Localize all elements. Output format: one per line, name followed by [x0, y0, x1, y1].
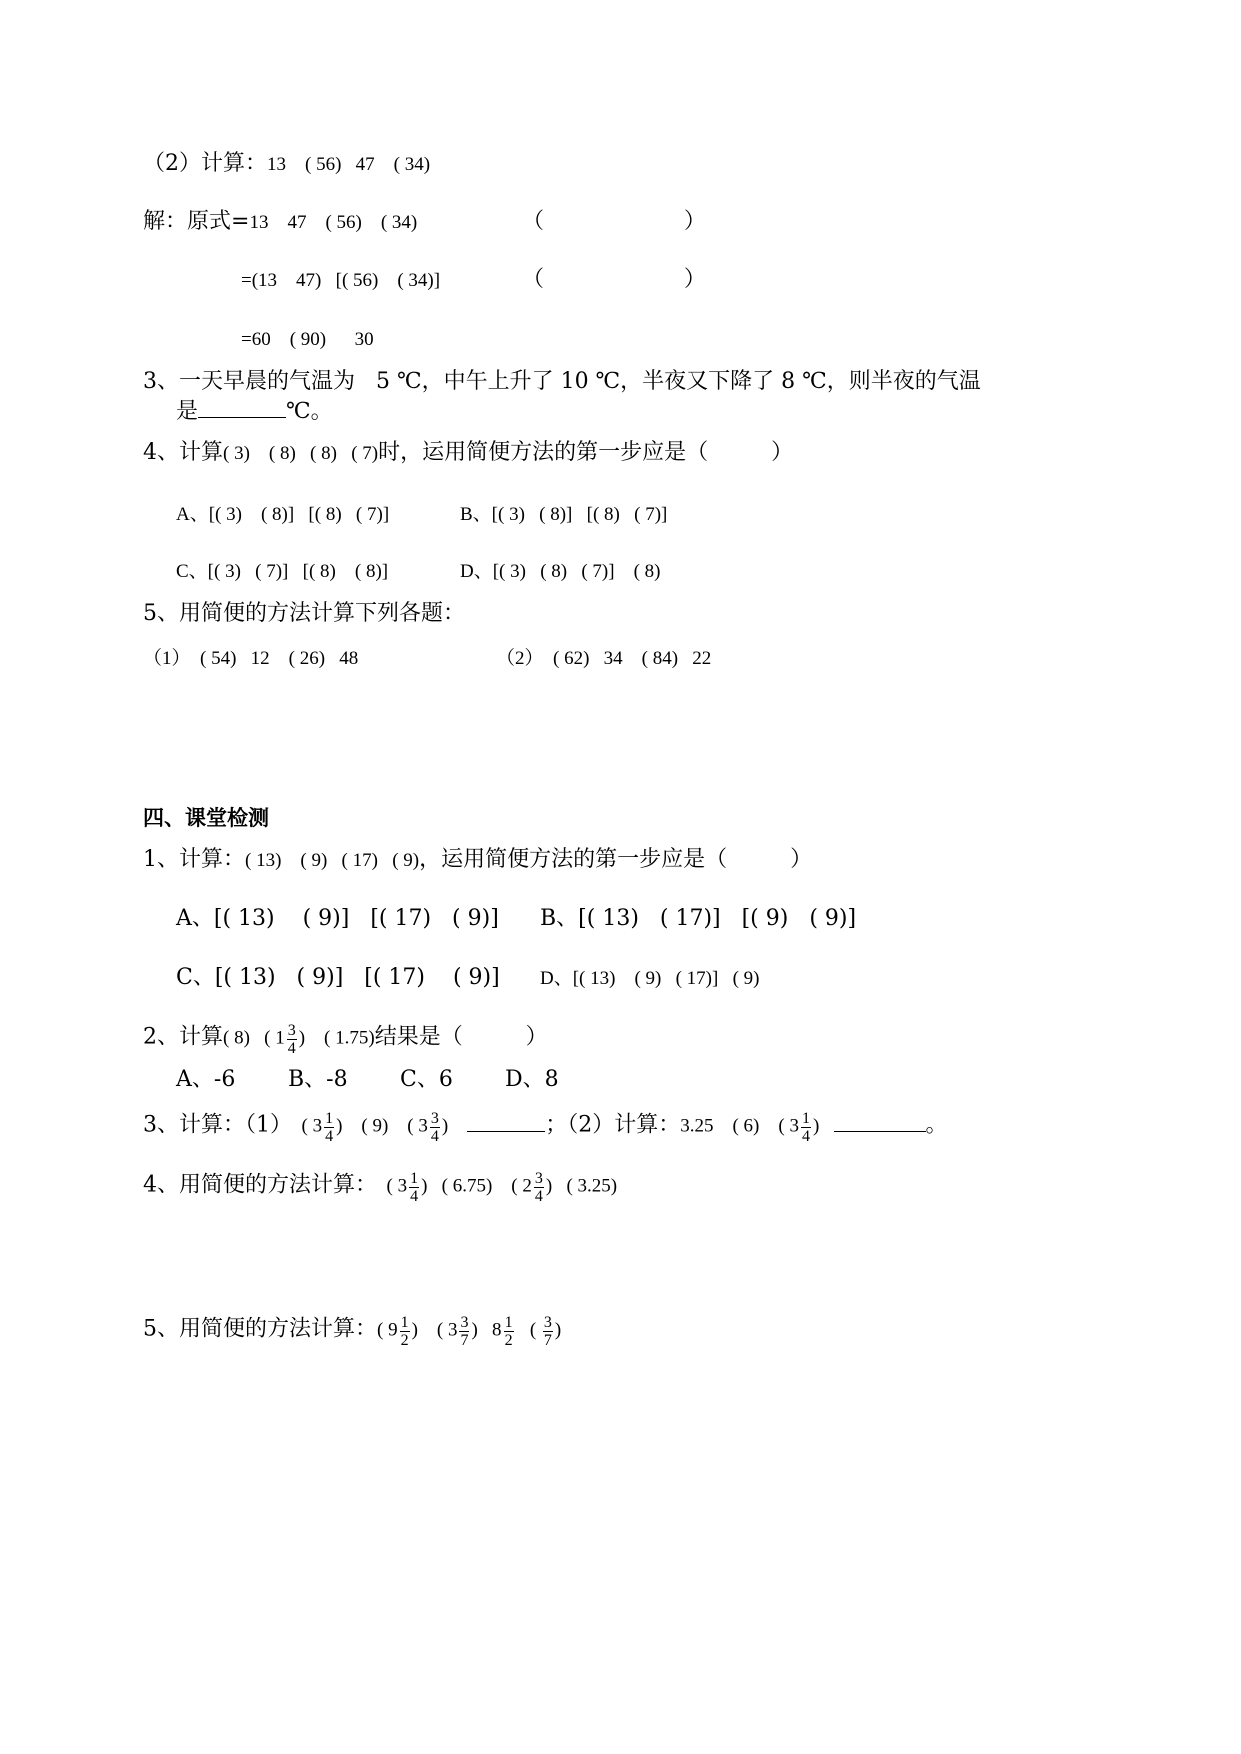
q5-item1: （1） ( 54) 12 ( 26) 48	[143, 648, 359, 669]
q4-line: 4、计算( 3) ( 8) ( 8) ( 7)时，运用简便方法的第一步应是（ ）	[143, 440, 794, 465]
fraction: $\frac{1}{4}$	[801, 1110, 810, 1145]
fraction: $\frac{1}{4}$	[410, 1170, 419, 1205]
q4-expression: ( 3) ( 8) ( 8) ( 7)	[223, 443, 379, 464]
solution-step1-expression: 13 47 ( 56) ( 34)	[249, 212, 418, 233]
p4-q1-expression: ( 13) ( 9) ( 17) ( 9)	[245, 850, 420, 871]
q3-answer-blank[interactable]	[198, 397, 286, 418]
solution-label: 解：原式=	[143, 209, 250, 234]
solution-step2-expression: =(13 47) [( 56) ( 34)]	[241, 270, 441, 291]
p4-q1-option-d[interactable]: D、[( 13) ( 9) ( 17)] ( 9)	[540, 968, 760, 989]
p4-q4-line: 4、用简便的方法计算： ( 3 $\frac{1}{4}$ ) ( 6.75) ( 2 $\frac{3}{4}$ ) ( 3.25)	[143, 1170, 618, 1205]
fraction: $\frac{3}{7}$	[460, 1314, 469, 1349]
q3-line1: 3、一天早晨的气温为 5 ℃，中午上升了 10 ℃，半夜又下降了 8 ℃，则半夜的气温	[143, 369, 981, 394]
fraction: $\frac{3}{4}$	[287, 1022, 296, 1057]
solution-step3-line	[241, 325, 374, 354]
p4-q1-line: 1、计算：( 13) ( 9) ( 17) ( 9)，运用简便方法的第一步应是（ ）	[143, 847, 813, 872]
q2b-expression: 13 ( 56) 47 ( 34)	[267, 154, 431, 175]
p4-q3-answer1-blank[interactable]	[467, 1111, 545, 1132]
q5-item2: （2） ( 62) 34 ( 84) 22	[496, 648, 712, 669]
p4-q2-option-d[interactable]: D、8	[505, 1067, 559, 1092]
fraction: $\frac{1}{2}$	[400, 1314, 409, 1349]
p4-q2-option-a[interactable]: A、-6	[176, 1067, 236, 1092]
q4-option-d[interactable]: D、[( 3) ( 8) ( 7)] ( 8)	[460, 561, 661, 582]
fraction: $\frac{1}{4}$	[325, 1110, 334, 1145]
q3-line2: 是 ℃。	[176, 399, 333, 424]
p4-q1-option-b[interactable]: B、[( 13) ( 17)] [( 9) ( 9)]	[540, 906, 857, 931]
fraction: $\frac{3}{4}$	[430, 1110, 439, 1145]
p4-q2-line: 2、计算( 8) ( 1 $\frac{3}{4}$ ) ( 1.75)结果是（ ）	[143, 1022, 548, 1057]
p4-q3-answer2-blank[interactable]	[834, 1111, 926, 1132]
solution-step1-reason-blank: （ ）	[522, 209, 706, 234]
solution-step2-reason-blank: （ ）	[522, 267, 706, 292]
fraction: $\frac{3}{7}$	[543, 1314, 552, 1349]
p4-q1-option-c[interactable]: C、[( 13) ( 9)] [( 17) ( 9)]	[176, 965, 500, 990]
solution-step2-line	[241, 266, 440, 295]
q4-option-b[interactable]: B、[( 3) ( 8)] [( 8) ( 7)]	[460, 504, 668, 525]
p4-q3-line: 3、计算：（1） ( 3 $\frac{1}{4}$ ) ( 9) ( 3 $\frac{3}{4}$ ) ；（2）计算：3.25 ( 6) ( 3 $\frac{1}{4}$ ) 。	[143, 1110, 948, 1145]
solution-step3-expression: =60 ( 90) 30	[241, 329, 374, 350]
q4-option-c[interactable]: C、[( 3) ( 7)] [( 8) ( 8)]	[176, 561, 389, 582]
p4-q2-option-c[interactable]: C、6	[400, 1067, 453, 1092]
fraction: $\frac{3}{4}$	[534, 1170, 543, 1205]
q4-option-a[interactable]: A、[( 3) ( 8)] [( 8) ( 7)]	[176, 504, 390, 525]
p4-q1-option-a[interactable]: A、[( 13) ( 9)] [( 17) ( 9)]	[176, 906, 499, 931]
q2b-line	[143, 150, 430, 179]
q2b-label: （2）计算：	[143, 151, 267, 176]
fraction: $\frac{1}{2}$	[504, 1314, 513, 1349]
q5-label: 5、用简便的方法计算下列各题：	[143, 601, 465, 626]
p4-q2-option-b[interactable]: B、-8	[288, 1067, 348, 1092]
solution-step1-line	[143, 208, 417, 237]
p4-q5-line: 5、用简便的方法计算：( 9 $\frac{1}{2}$ ) ( 3 $\frac{3}{7}$ ) 8 $\frac{1}{2}$ ( $\frac{3}{7}$ )	[143, 1314, 562, 1349]
section-heading: 四、课堂检测	[143, 806, 269, 830]
